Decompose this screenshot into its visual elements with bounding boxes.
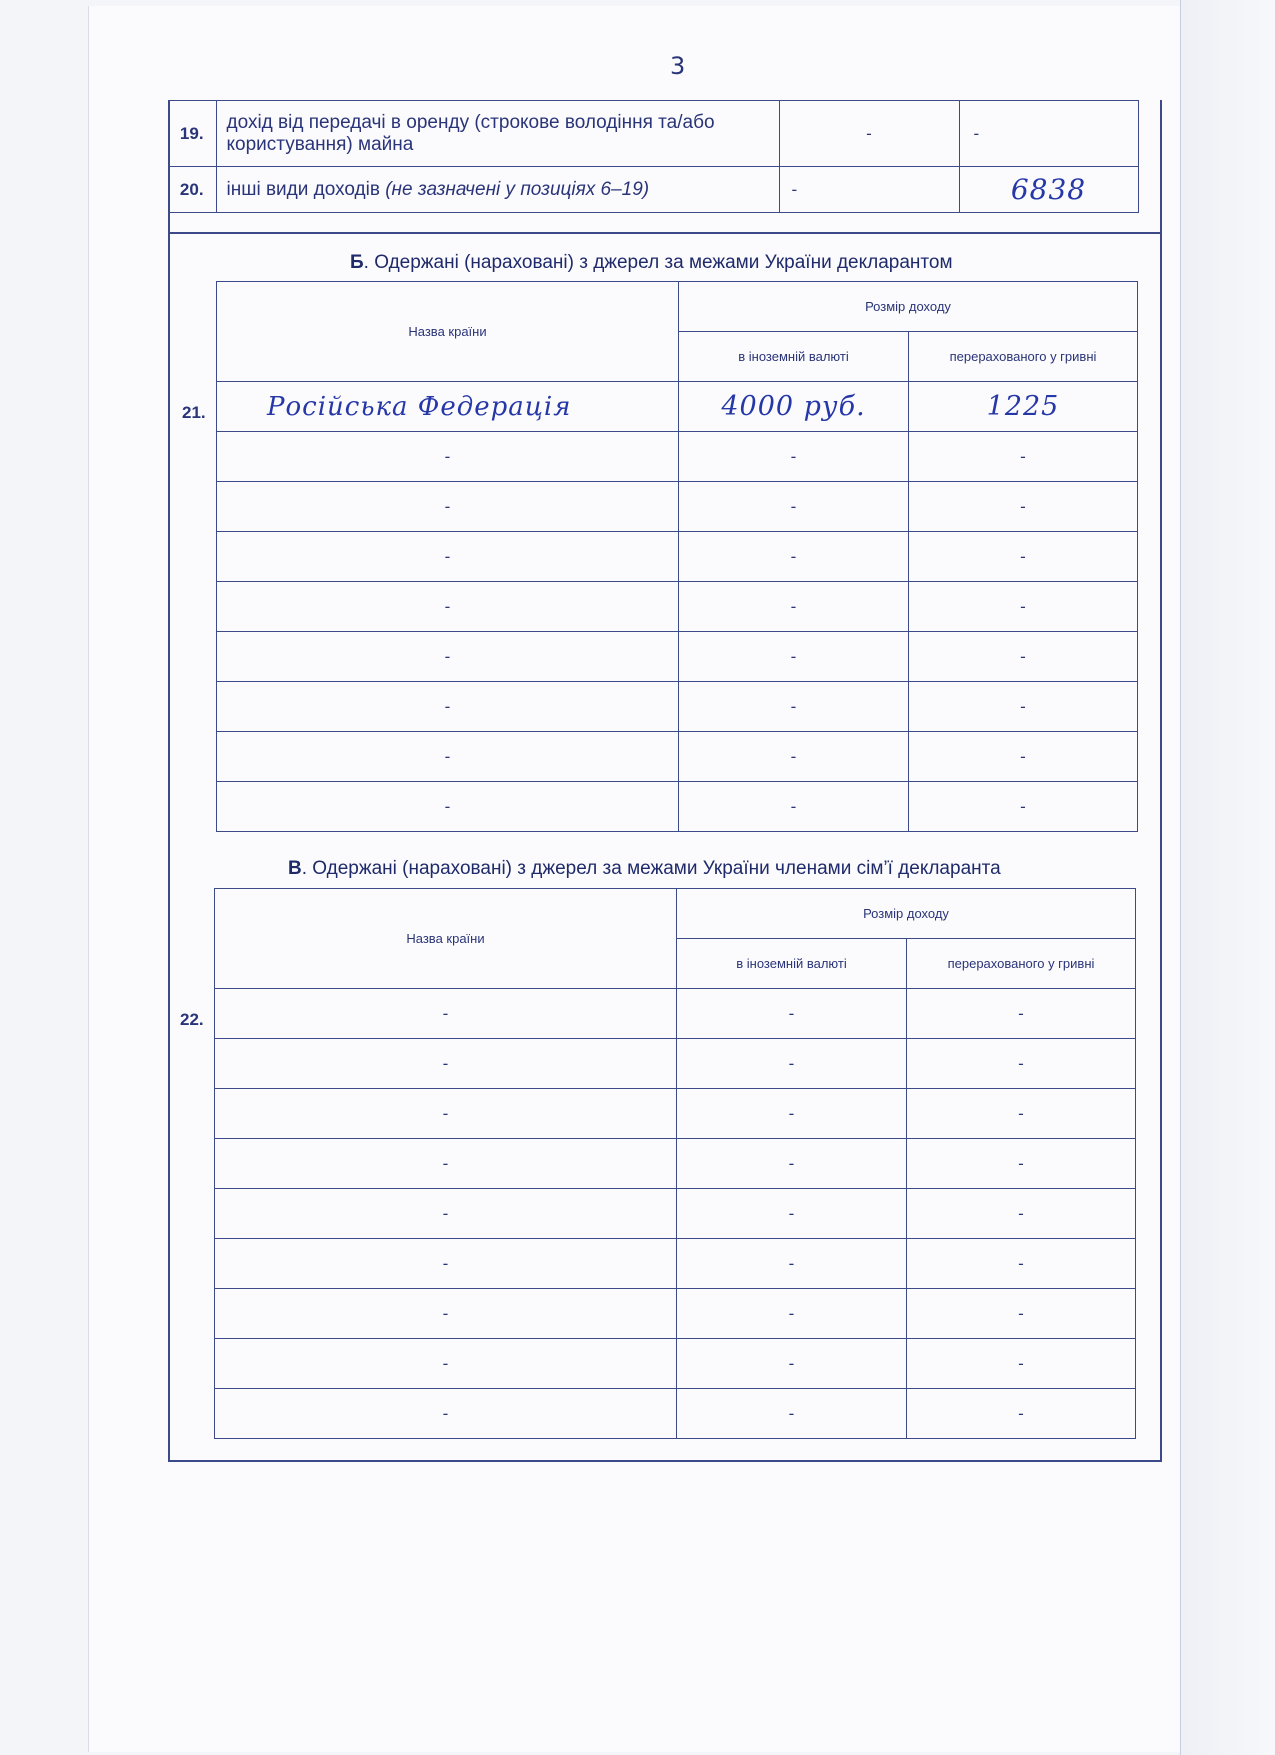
table-row [215,1339,1136,1389]
country-cell: - [217,732,679,782]
uah-cell: - [907,1389,1136,1439]
foreign-cell: - [677,1039,907,1089]
country-cell: - [215,1239,677,1289]
table-row [217,732,1138,782]
row-number-22: 22. [180,1010,204,1029]
country-cell: - [215,1139,677,1189]
header-country-name: Назва країни [217,282,679,382]
uah-cell: - [909,582,1138,632]
section-c-title: В. Одержані (нараховані) з джерел за межами України членами сім’ї декларанта [288,858,1001,879]
income-type-label: дохід від передачі в оренду (строкове володіння та/або користування) майна [216,101,779,167]
page-number: 3 [670,52,686,80]
country-cell: - [217,682,679,732]
foreign-cell: - [677,1089,907,1139]
frame-right-line [1160,100,1162,1462]
uah-cell: - [907,1289,1136,1339]
table-row [217,382,1138,432]
country-cell: - [217,432,679,482]
header-converted-uah: перерахованого у гривні [909,332,1138,382]
uah-cell: - [907,1189,1136,1239]
header-foreign-currency: в іноземній валюті [677,939,907,989]
foreign-cell: - [679,782,909,832]
income-type-label: інші види доходів (не зазначені у позиціях 6–19) [216,167,779,213]
table-row [215,1289,1136,1339]
income-cell-declarant: - [779,167,959,213]
country-cell-handwritten: Російська Федерація [217,382,679,432]
table-row [215,989,1136,1039]
country-cell: - [215,989,677,1039]
foreign-cell: - [679,632,909,682]
table-row-19 [168,101,1138,167]
uah-cell-handwritten: 1225 [909,382,1138,432]
table-row [217,782,1138,832]
section-b-title: Б. Одержані (нараховані) з джерел за межами України декларантом [350,252,953,273]
table-row [217,582,1138,632]
table-row [215,1039,1136,1089]
country-cell: - [215,1389,677,1439]
uah-cell: - [909,682,1138,732]
country-cell: - [217,532,679,582]
foreign-cell: - [677,1189,907,1239]
foreign-cell: - [679,432,909,482]
table-row [215,1089,1136,1139]
table-row [217,432,1138,482]
country-cell: - [215,1039,677,1089]
header-income-size: Розмір доходу [679,282,1138,332]
row-number: 20. [168,167,216,213]
frame-divider-line [168,232,1162,234]
uah-cell: - [907,989,1136,1039]
table-row [217,682,1138,732]
table-row [217,632,1138,682]
table-row [215,1239,1136,1289]
foreign-cell: - [677,1239,907,1289]
foreign-cell: - [677,1289,907,1339]
table-row [217,532,1138,582]
uah-cell: - [909,432,1138,482]
row-number: 19. [168,101,216,167]
table-row [217,482,1138,532]
header-foreign-currency: в іноземній валюті [679,332,909,382]
income-cell-family-handwritten: 6838 [959,167,1138,213]
header-country-name: Назва країни [215,889,677,989]
country-cell: - [215,1189,677,1239]
top-income-table [168,100,1139,213]
header-converted-uah: перерахованого у гривні [907,939,1136,989]
uah-cell: - [909,482,1138,532]
uah-cell: - [909,732,1138,782]
uah-cell: - [909,632,1138,682]
foreign-cell: - [679,482,909,532]
uah-cell: - [907,1039,1136,1089]
foreign-cell: - [679,582,909,632]
foreign-cell: - [677,1339,907,1389]
paper-edge [1180,0,1275,1755]
country-cell: - [217,632,679,682]
country-cell: - [217,582,679,632]
foreign-cell-handwritten: 4000 руб. [679,382,909,432]
uah-cell: - [907,1139,1136,1189]
section-b-table [216,281,1138,832]
section-c-table [214,888,1136,1439]
foreign-cell: - [679,532,909,582]
foreign-cell: - [679,732,909,782]
foreign-cell: - [677,1389,907,1439]
uah-cell: - [907,1339,1136,1389]
table-row-20 [168,167,1138,213]
uah-cell: - [909,782,1138,832]
frame-left-line [168,100,170,1462]
country-cell: - [217,482,679,532]
table-row [215,1189,1136,1239]
country-cell: - [215,1289,677,1339]
country-cell: - [217,782,679,832]
table-row [215,1389,1136,1439]
table-row [215,1139,1136,1189]
foreign-cell: - [677,989,907,1039]
income-cell-declarant: - [779,101,959,167]
country-cell: - [215,1089,677,1139]
header-income-size: Розмір доходу [677,889,1136,939]
foreign-cell: - [679,682,909,732]
uah-cell: - [907,1089,1136,1139]
row-number-21: 21. [182,403,206,422]
frame-bottom-line [168,1460,1162,1462]
country-cell: - [215,1339,677,1389]
foreign-cell: - [677,1139,907,1189]
income-cell-family: - [959,101,1138,167]
uah-cell: - [909,532,1138,582]
uah-cell: - [907,1239,1136,1289]
